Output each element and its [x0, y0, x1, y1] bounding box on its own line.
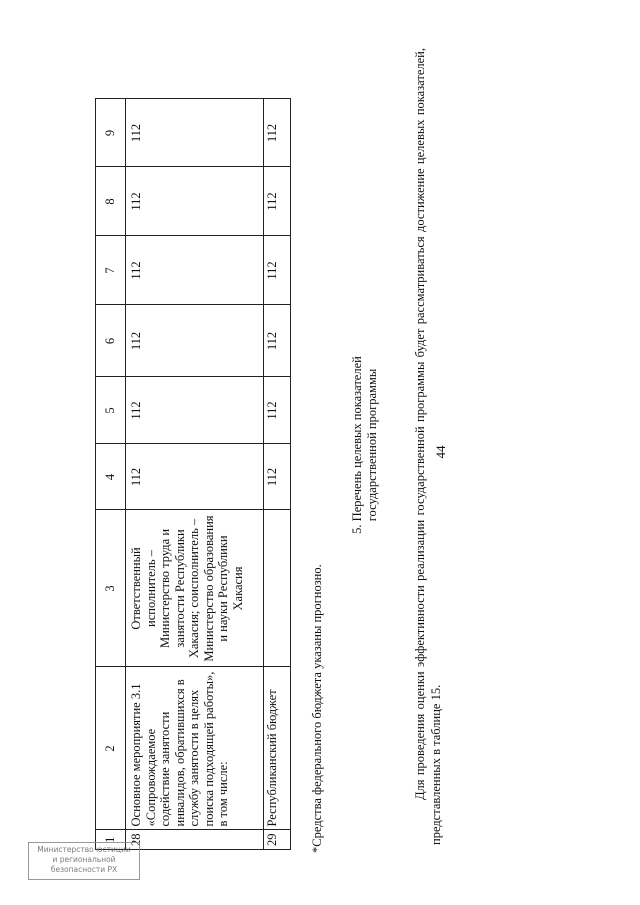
table-row	[126, 99, 264, 850]
activity-name: Республиканский бюджет	[264, 667, 291, 830]
value-cell: 112	[126, 444, 264, 510]
program-table	[95, 99, 291, 851]
value-cell: 112	[126, 305, 264, 377]
section-title-line: государственной программы	[364, 368, 379, 522]
footnote: *Средства федерального бюджета указаны прогнозно.	[310, 564, 324, 853]
value-cell: 112	[264, 305, 291, 377]
registration-stamp	[28, 842, 140, 880]
stamp-line: Министерство юстиции	[37, 845, 131, 854]
header-cell: 5	[96, 377, 126, 444]
header-cell: 7	[96, 236, 126, 305]
header-cell: 3	[96, 510, 126, 667]
body-paragraph: Для проведения оценки эффективности реализации государственной программы будет рассматриваться достижение целевых показателей, представленных в таблице 15.	[413, 48, 443, 845]
value-cell: 112	[126, 99, 264, 167]
header-cell: 6	[96, 305, 126, 377]
value-cell: 112	[264, 99, 291, 167]
header-cell: 2	[96, 667, 126, 830]
section-title	[350, 45, 379, 845]
value-cell: 112	[126, 167, 264, 236]
rotated-content	[95, 45, 635, 865]
header-cell: 9	[96, 99, 126, 167]
row-number: 29	[264, 830, 291, 850]
executor: Ответственный исполнитель – Министерство труда и занятости Республики Хакасия; соисполнитель – Министерство образования и науки Республики Хакасия	[126, 510, 264, 667]
value-cell: 112	[264, 444, 291, 510]
value-cell: 112	[126, 377, 264, 444]
table-row	[264, 99, 291, 850]
stamp-line: безопасности РХ	[50, 865, 118, 874]
value-cell: 112	[264, 377, 291, 444]
activity-name: Основное мероприятие 3.1 «Сопровождаемое содействие занятости инвалидов, обратившихся в службу занятости в целях поиска подходящей работы», в том числе:	[126, 667, 264, 830]
header-cell: 4	[96, 444, 126, 510]
header-cell: 1	[96, 830, 126, 850]
value-cell: 112	[126, 236, 264, 305]
header-cell: 8	[96, 167, 126, 236]
table-header-row	[96, 99, 126, 850]
section-title-line: 5. Перечень целевых показателей	[350, 356, 364, 534]
page-number: 44	[433, 445, 448, 459]
row-number: 28	[126, 830, 264, 850]
stamp-line: и региональной	[52, 855, 116, 864]
value-cell: 112	[264, 236, 291, 305]
value-cell: 112	[264, 167, 291, 236]
executor	[264, 510, 291, 667]
